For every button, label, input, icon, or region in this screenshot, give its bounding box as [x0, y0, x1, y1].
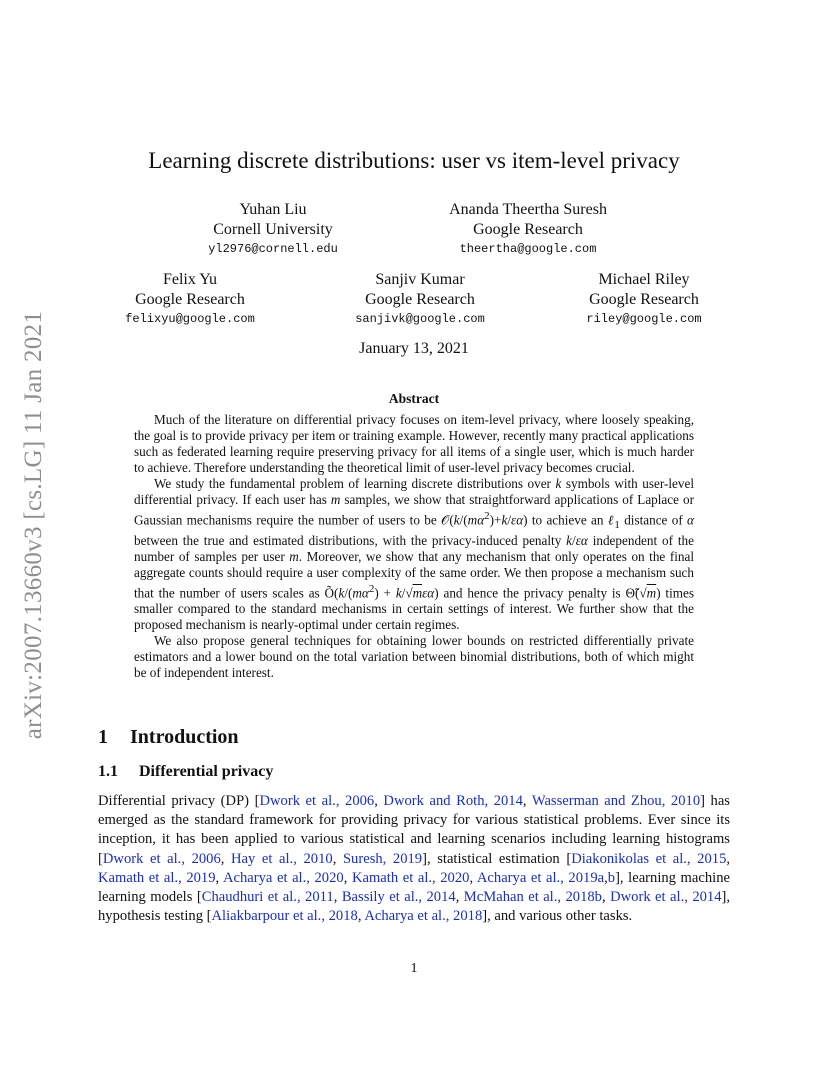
- section-heading: [98, 726, 239, 749]
- citation-link[interactable]: Wasserman and Zhou, 2010: [531, 793, 701, 809]
- subsection-title: Differential privacy: [139, 763, 274, 780]
- citation-link[interactable]: Chaudhuri et al., 2011: [201, 889, 334, 906]
- citation-link[interactable]: Bassily et al., 2014: [341, 889, 456, 906]
- author-name: Ananda Theertha Suresh: [449, 201, 607, 218]
- page-number: 1: [410, 961, 418, 976]
- author-name: Yuhan Liu: [239, 201, 307, 218]
- citation-link[interactable]: b: [607, 869, 616, 886]
- author-name: Michael Riley: [598, 271, 690, 288]
- citation-link[interactable]: Aliakbarpour et al., 2018: [211, 908, 358, 925]
- citation-link[interactable]: Dwork et al., 2006: [259, 793, 375, 809]
- citation-link[interactable]: Acharya et al., 2020: [222, 869, 344, 886]
- citation-link[interactable]: Acharya et al., 2018: [364, 908, 483, 925]
- citation-link[interactable]: Kamath et al., 2020: [351, 869, 470, 886]
- author-block: [569, 270, 719, 330]
- author-email: felixyu@google.com: [125, 312, 255, 326]
- citation-link[interactable]: Acharya et al., 2019a: [476, 869, 605, 886]
- author-affiliation: Google Research: [589, 290, 699, 308]
- paper-date: January 13, 2021: [359, 340, 469, 357]
- section-title: Introduction: [130, 726, 239, 748]
- arxiv-stamp: [14, 290, 54, 760]
- subsection-heading: [98, 763, 273, 781]
- subsection-number: 1.1: [98, 763, 118, 780]
- abstract: [134, 391, 694, 681]
- citation-link[interactable]: Dwork et al., 2006: [102, 850, 221, 867]
- author-block: [115, 270, 265, 330]
- author-block: [418, 200, 638, 260]
- citation-link[interactable]: Hay et al., 2010: [231, 850, 333, 867]
- author-block: [345, 270, 495, 330]
- author-block: [198, 200, 348, 260]
- abstract-paragraph: Much of the literature on differential privacy focuses on item-level privacy, where loosely speaking, the goal is to provide privacy per item or training example. However, recently many practical applications such as federated learning require preserving privacy for all items of a single user, which is much harder to achieve. Therefore understanding the theoretical limit of user-level privacy becomes crucial.: [134, 412, 694, 475]
- author-email: theertha@google.com: [459, 242, 597, 256]
- abstract-paragraph: We study the fundamental problem of learning discrete distributions over k symbols with user-level differential privacy. If each user has m samples, we show that straightforward applications of Laplace or Gaussian mechanisms require the number of users to be $𝒪(k/(m\alpha^2)+k/\varepsilon\alpha)$ to achieve an ℓ$_1$ distance of α between the true and estimated distributions, with the privacy-induced penalty k/εα independent of the number of samples per user m. Moreover, we show that any mechanism that only operates on the final aggregate counts should require a user complexity of the same order. We then propose a mechanism such that the number of users scales as $Õ(k/(m\alpha^2) + k/√m\varepsilon\alpha)$ and hence the privacy penalty is Θ̃(√m) times smaller compared to the standard mechanisms in certain settings of interest. We further show that the proposed mechanism is nearly-optimal under certain regimes.: [134, 476, 694, 633]
- author-name: Sanjiv Kumar: [375, 271, 465, 288]
- author-name: Felix Yu: [162, 271, 218, 288]
- author-email: riley@google.com: [586, 312, 702, 326]
- citation-link[interactable]: McMahan et al., 2018b: [463, 889, 602, 906]
- citation-link[interactable]: Diakonikolas et al., 2015: [571, 850, 727, 867]
- citation-link[interactable]: Dwork et al., 2014: [610, 889, 722, 906]
- arxiv-stamp-text: arXiv:2007.13660v3 [cs.LG] 11 Jan 2021: [20, 310, 47, 740]
- author-affiliation: Google Research: [365, 290, 475, 308]
- author-email: yl2976@cornell.edu: [208, 242, 338, 256]
- author-affiliation: Cornell University: [213, 220, 333, 238]
- paper-title: Learning discrete distributions: user vs item-level privacy: [148, 148, 680, 173]
- abstract-paragraph: We also propose general techniques for obtaining lower bounds on restricted differentially private estimators and a lower bound on the total variation between binomial distributions, both of which might be of independent interest.: [134, 633, 694, 681]
- intro-paragraph: Differential privacy (DP) [Dwork et al., 2006, Dwork and Roth, 2014, Wasserman and Zhou, 2010] has emerged as the standard framework for providing privacy for various statistical problems. Ever since its inception, it has been applied to various statistical and learning scenarios including learning histograms [Dwork et al., 2006, Hay et al., 2010, Suresh, 2019], statistical estimation [Diakonikolas et al., 2015, Kamath et al., 2019, Acharya et al., 2020, Kamath et al., 2020, Acharya et al., 2019a,b], learning machine learning models [Chaudhuri et al., 2011, Bassily et al., 2014, McMahan et al., 2018b, Dwork et al., 2014], hypothesis testing [Aliakbarpour et al., 2018, Acharya et al., 2018], and various other tasks.: [98, 793, 731, 925]
- section-number: 1: [98, 726, 108, 748]
- citation-link[interactable]: Dwork and Roth, 2014: [383, 793, 523, 809]
- author-affiliation: Google Research: [135, 290, 245, 308]
- abstract-heading: Abstract: [388, 391, 440, 406]
- author-affiliation: Google Research: [473, 220, 583, 238]
- citation-link[interactable]: Suresh, 2019: [342, 850, 423, 867]
- citation-link[interactable]: Kamath et al., 2019: [98, 869, 216, 886]
- author-email: sanjivk@google.com: [355, 312, 485, 326]
